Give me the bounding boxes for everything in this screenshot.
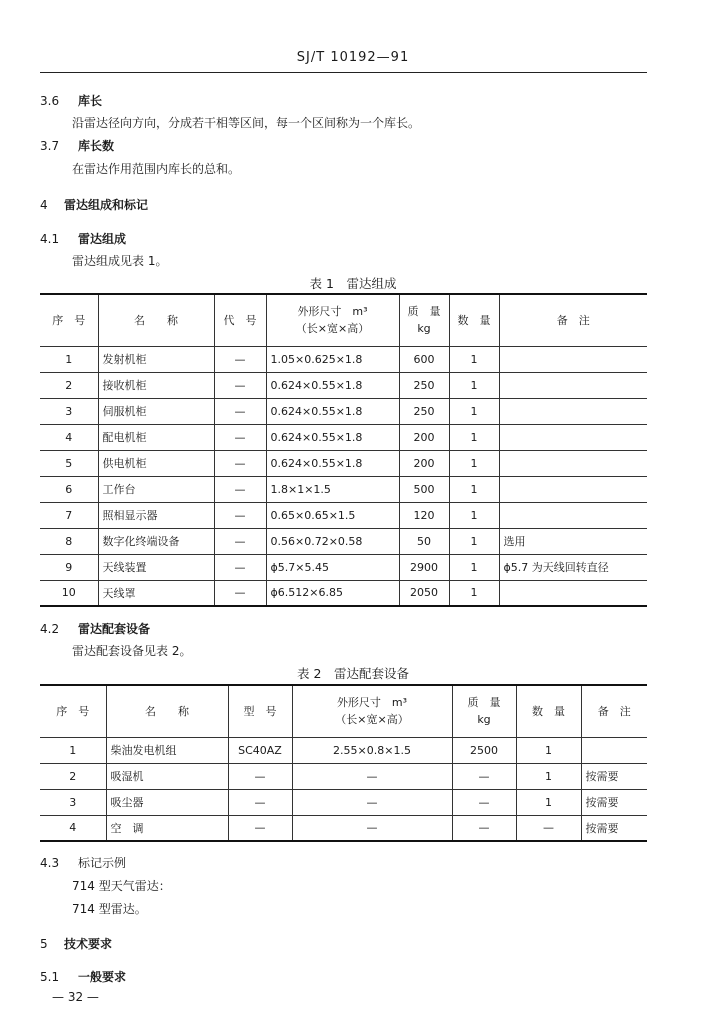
section-title: 雷达组成 [78,232,127,246]
section-number: 4.1 [40,232,60,246]
header-dimensions [266,294,399,346]
cell-seq: 5 [40,450,98,476]
header-mass-line2: kg [477,713,491,727]
table-row [40,346,647,372]
cell-mass: 2900 [399,554,449,580]
table-header-row [40,294,647,346]
cell-mass: 2500 [452,737,516,763]
cell-name: 数字化终端设备 [98,528,214,554]
cell-seq: 3 [40,398,98,424]
cell-seq: 2 [40,372,98,398]
cell-remark [499,424,647,450]
cell-qty: 1 [449,580,499,606]
cell-seq: 6 [40,476,98,502]
cell-remark [499,502,647,528]
cell-seq: 4 [40,815,106,841]
cell-code: — [214,528,266,554]
header-mass-line1: 质 量 [407,305,441,319]
cell-name: 天线装置 [98,554,214,580]
cell-seq: 8 [40,528,98,554]
header-code: 代 号 [214,294,266,346]
cell-dimensions: 1.8×1×1.5 [266,476,399,502]
table-row [40,580,647,606]
cell-remark: 按需要 [581,763,647,789]
cell-dimensions: ϕ5.7×5.45 [266,554,399,580]
cell-mass: — [452,815,516,841]
cell-remark [499,372,647,398]
cell-name: 配电机柜 [98,424,214,450]
header-mass [399,294,449,346]
cell-name: 接收机柜 [98,372,214,398]
cell-remark: 选用 [499,528,647,554]
header-dimensions [292,685,452,737]
header-dim-line1: 外形尺寸 m³ [336,696,408,710]
cell-mass: 2050 [399,580,449,606]
cell-remark: 按需要 [581,815,647,841]
header-remark: 备 注 [499,294,647,346]
section-title: 雷达组成和标记 [64,198,149,212]
cell-name: 供电机柜 [98,450,214,476]
table-row [40,554,647,580]
cell-remark [499,398,647,424]
cell-name: 空 调 [106,815,228,841]
section-title: 技术要求 [64,937,113,951]
cell-remark [499,450,647,476]
table-row [40,763,647,789]
section-title: 库长 [78,94,103,108]
cell-code: — [214,372,266,398]
cell-name: 伺服机柜 [98,398,214,424]
cell-remark [499,346,647,372]
marking-example-line-2: 714 型雷达。 [72,902,147,916]
cell-qty: 1 [449,554,499,580]
cell-code: — [214,580,266,606]
cell-code: — [214,502,266,528]
section-3-6-body: 沿雷达径向方向，分成若干相等区间，每一个区间称为一个库长。 [72,116,421,130]
cell-qty: 1 [449,372,499,398]
cell-qty: 1 [449,502,499,528]
cell-mass: 200 [399,450,449,476]
section-number: 4.3 [40,856,60,870]
header-name: 名 称 [106,685,228,737]
section-number: 5 [40,937,48,951]
cell-dimensions: 1.05×0.625×1.8 [266,346,399,372]
table-row [40,737,647,763]
header-mass [452,685,516,737]
cell-name: 吸尘器 [106,789,228,815]
section-title: 标记示例 [78,856,127,870]
cell-name: 天线罩 [98,580,214,606]
cell-dimensions: 0.65×0.65×1.5 [266,502,399,528]
cell-mass: — [452,763,516,789]
cell-model: — [228,763,292,789]
cell-code: — [214,346,266,372]
header-mass-line1: 质 量 [467,696,501,710]
cell-code: — [214,554,266,580]
cell-mass: 600 [399,346,449,372]
cell-remark [581,737,647,763]
cell-code: — [214,398,266,424]
table-1-caption: 表 1 雷达组成 [309,276,397,291]
cell-qty: 1 [449,476,499,502]
cell-dimensions: 0.624×0.55×1.8 [266,398,399,424]
cell-qty: 1 [516,789,581,815]
section-title: 库长数 [78,139,115,153]
header-model: 型 号 [228,685,292,737]
cell-seq: 1 [40,737,106,763]
header-seq: 序 号 [40,685,106,737]
table-1-radar-composition [40,293,647,607]
cell-code: — [214,450,266,476]
cell-qty: 1 [449,528,499,554]
table-row [40,424,647,450]
cell-mass: 250 [399,398,449,424]
section-number: 3.6 [40,94,60,108]
table-row [40,815,647,841]
cell-remark [499,580,647,606]
header-dim-line2: （长×宽×高） [295,322,370,336]
cell-qty: 1 [516,763,581,789]
cell-dimensions: 0.624×0.55×1.8 [266,372,399,398]
section-5-1-heading [40,968,126,985]
cell-seq: 10 [40,580,98,606]
section-4-2-body: 雷达配套设备见表 2。 [72,644,192,658]
table-row [40,789,647,815]
header-mass-line2: kg [417,322,431,336]
page-number: — 32 — [52,990,99,1004]
header-seq: 序 号 [40,294,98,346]
table-2-supporting-equipment [40,684,647,842]
table-header-row [40,685,647,737]
section-3-6-heading [40,92,102,109]
cell-code: — [214,476,266,502]
cell-qty: 1 [516,737,581,763]
cell-seq: 3 [40,789,106,815]
cell-seq: 4 [40,424,98,450]
cell-qty: — [516,815,581,841]
cell-seq: 2 [40,763,106,789]
cell-dimensions: — [292,763,452,789]
cell-code: — [214,424,266,450]
cell-name: 工作台 [98,476,214,502]
header-remark: 备 注 [581,685,647,737]
section-4-heading [40,196,148,213]
section-number: 5.1 [40,970,60,984]
cell-dimensions: 2.55×0.8×1.5 [292,737,452,763]
cell-mass: 200 [399,424,449,450]
cell-qty: 1 [449,346,499,372]
cell-seq: 1 [40,346,98,372]
cell-name: 照相显示器 [98,502,214,528]
section-3-7-heading [40,137,114,154]
header-dim-line1: 外形尺寸 m³ [297,305,368,319]
header-qty: 数 量 [449,294,499,346]
cell-qty: 1 [449,424,499,450]
cell-seq: 9 [40,554,98,580]
cell-seq: 7 [40,502,98,528]
header-rule [40,72,647,73]
cell-dimensions: — [292,815,452,841]
table-row [40,502,647,528]
section-5-heading [40,935,112,952]
cell-dimensions: 0.624×0.55×1.8 [266,424,399,450]
cell-model: SC40AZ [228,737,292,763]
marking-example-line-1: 714 型天气雷达： [72,879,171,893]
section-number: 4.2 [40,622,60,636]
section-4-2-heading [40,620,150,637]
cell-qty: 1 [449,398,499,424]
cell-remark: 按需要 [581,789,647,815]
section-4-3-heading [40,854,126,871]
cell-mass: — [452,789,516,815]
cell-name: 吸湿机 [106,763,228,789]
header-dim-line2: （长×宽×高） [335,713,409,727]
cell-model: — [228,789,292,815]
cell-remark: ϕ5.7 为天线回转直径 [499,554,647,580]
cell-dimensions: — [292,789,452,815]
cell-dimensions: 0.624×0.55×1.8 [266,450,399,476]
cell-mass: 250 [399,372,449,398]
section-number: 4 [40,198,48,212]
cell-model: — [228,815,292,841]
section-title: 雷达配套设备 [78,622,151,636]
header-qty: 数 量 [516,685,581,737]
cell-mass: 500 [399,476,449,502]
table-row [40,476,647,502]
section-4-1-heading [40,230,126,247]
table-row [40,528,647,554]
section-3-7-body: 在雷达作用范围内库长的总和。 [72,162,241,176]
section-number: 3.7 [40,139,60,153]
cell-mass: 120 [399,502,449,528]
cell-mass: 50 [399,528,449,554]
standard-number: SJ/T 10192—91 [296,50,410,65]
header-name: 名 称 [98,294,214,346]
cell-remark [499,476,647,502]
cell-name: 柴油发电机组 [106,737,228,763]
cell-dimensions: 0.56×0.72×0.58 [266,528,399,554]
cell-qty: 1 [449,450,499,476]
cell-name: 发射机柜 [98,346,214,372]
section-title: 一般要求 [78,970,127,984]
cell-dimensions: ϕ6.512×6.85 [266,580,399,606]
section-4-1-body: 雷达组成见表 1。 [72,254,168,268]
table-2-caption: 表 2 雷达配套设备 [297,666,409,681]
table-row [40,398,647,424]
table-row [40,450,647,476]
table-row [40,372,647,398]
